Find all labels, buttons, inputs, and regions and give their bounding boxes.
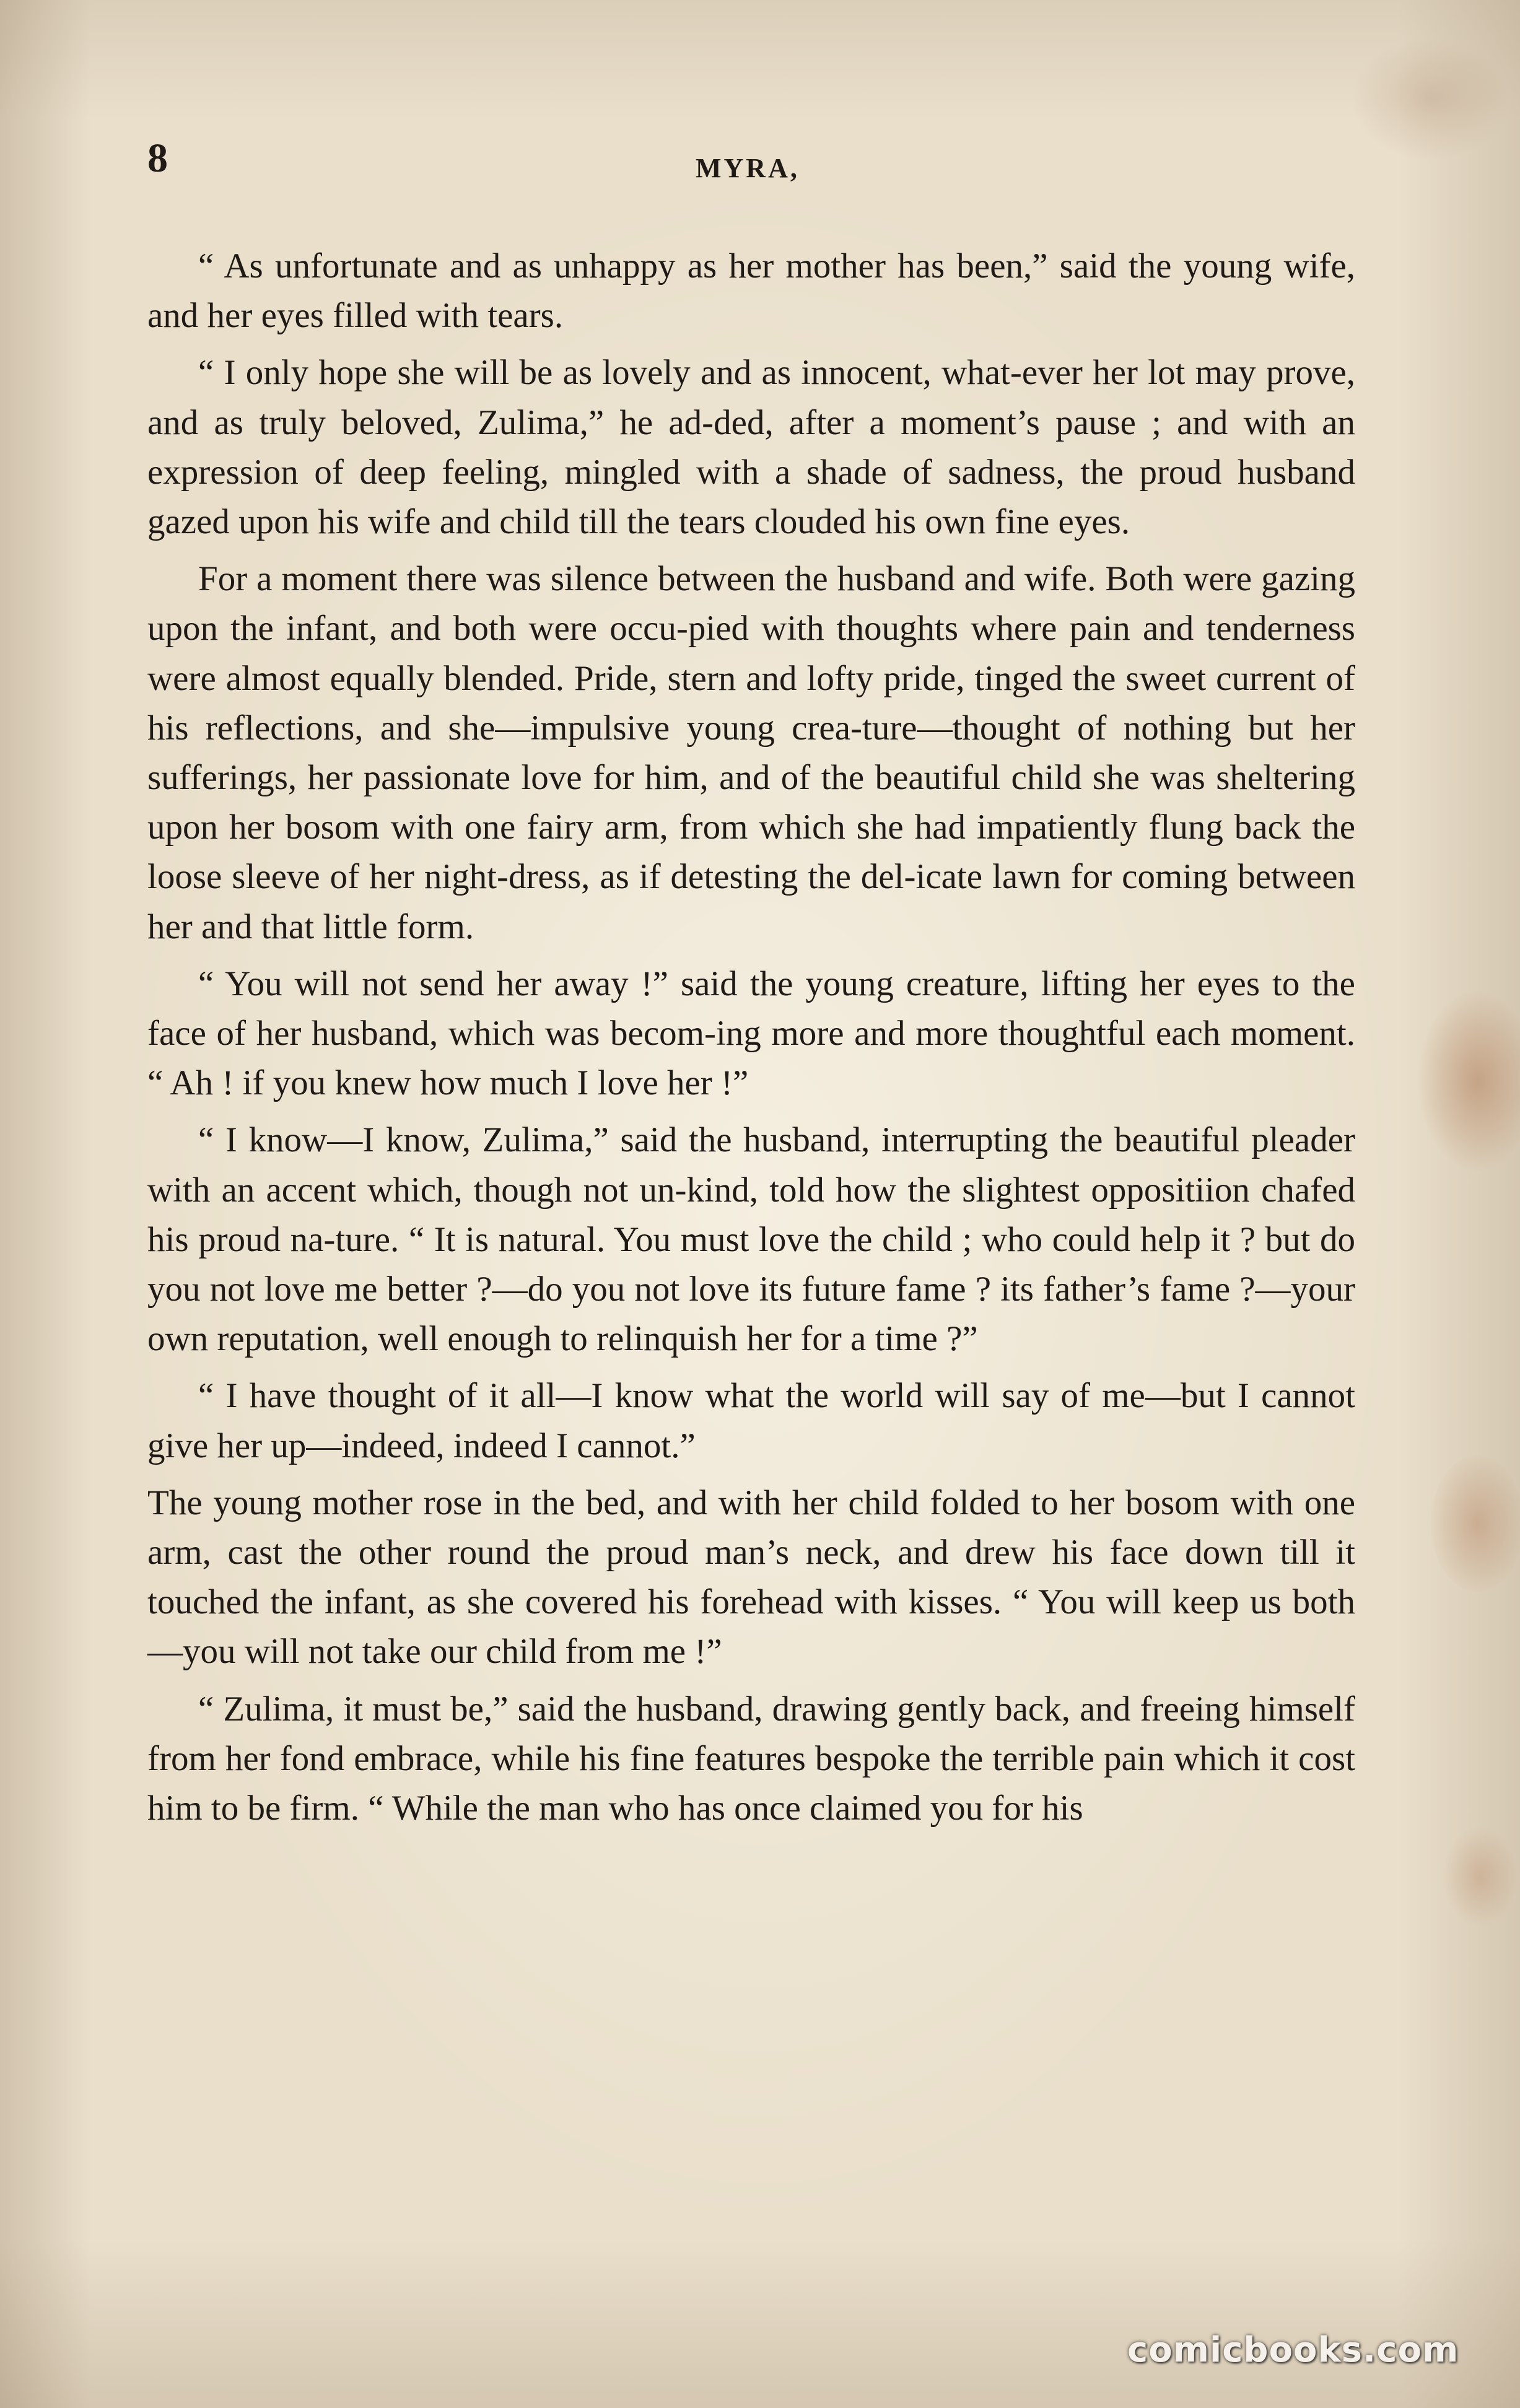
site-watermark: comicbooks.com (1127, 2330, 1459, 2370)
paper-stain (1418, 991, 1520, 1171)
paper-stain (1443, 1827, 1518, 1926)
paragraph: The young mother rose in the bed, and with her child folded to her bosom with one arm, cast the other round the proud man’s neck, and drew his face down till it touched the infant, as she covered his forehead with kisses. “ You will keep us both—you will not take our child from me !” (147, 1483, 1355, 1672)
paragraph: “ You will not send her away !” said the young creature, lifting her eyes to the face of her husband, which was becom-ing more and more thoughtful each moment. “ Ah ! if you knew how much I love her !” (147, 964, 1355, 1103)
page-header (147, 135, 1386, 191)
body-text (147, 242, 1355, 1833)
paragraph: “ I know—I know, Zulima,” said the husband, interrupting the beautiful pleader with an accent which, though not un-kind, told how the slightest oppositiion chafed his proud na-ture. “ It is natural. You must love the child ; who could help it ? but do you not love me better ?—do you not love its future fame ? its father’s fame ?—your own reputation, well enough to relinquish her for a time ?” (147, 1120, 1355, 1359)
paragraph: “ I have thought of it all—I know what the world will say of me—but I cannot give her up—indeed, indeed I cannot.” (147, 1376, 1355, 1465)
paragraph: “ Zulima, it must be,” said the husband, drawing gently back, and freeing himself from her fond embrace, while his fine features bespoke the terrible pain which it cost him to be firm. “ While the man who has once claimed you for his (147, 1689, 1355, 1828)
running-title: MYRA, (696, 153, 800, 183)
paragraph: “ As unfortunate and as unhappy as her mother has been,” said the young wife, and her eyes filled with tears. (147, 246, 1355, 336)
page-number: 8 (147, 136, 168, 181)
paragraph: For a moment there was silence between the husband and wife. Both were gazing upon the infant, and both were occu-pied with thoughts where pain and tenderness were almost equally blended. Pride, stern and lofty pride, tinged the sweet current of his reflections, and she—impulsive young crea-ture—thought of nothing but her sufferings, her passionate love for him, and of the beautiful child she was sheltering upon her bosom with one fairy arm, from which she had impatiently flung back the loose sleeve of her night-dress, as if detesting the del-icate lawn for coming between her and that little form. (147, 559, 1355, 946)
paper-stain (1431, 1455, 1520, 1592)
paragraph: “ I only hope she will be as lovely and as innocent, what-ever her lot may prove, and as truly beloved, Zulima,” he ad-ded, after a moment’s pause ; and with an expression of deep feeling, mingled with a shade of sadness, the proud husband gazed upon his wife and child till the tears clouded his own fine eyes. (147, 353, 1355, 542)
